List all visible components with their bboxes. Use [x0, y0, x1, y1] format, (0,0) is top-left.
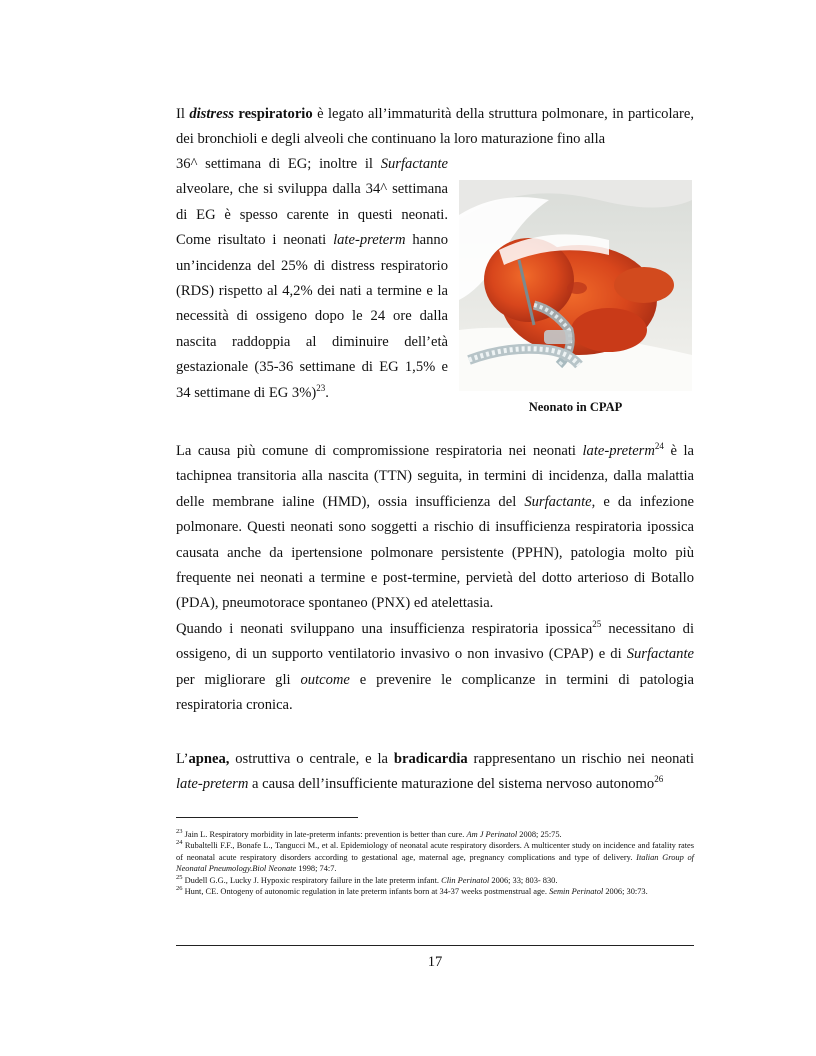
term-bradicardia: bradicardia — [393, 751, 468, 767]
page-number: 17 — [427, 954, 443, 970]
term-late-preterm: late-preterm — [333, 232, 406, 249]
footnote-number: 24 — [176, 839, 183, 847]
footnotes — [176, 829, 694, 897]
figure-neonate-cpap — [459, 176, 692, 391]
footnote-citation: 2008; 25:75. — [517, 830, 562, 839]
term-late-preterm: late-preterm — [582, 443, 655, 459]
text: Quando i neonati sviluppano una insufficienza respiratoria ipossica — [176, 620, 593, 637]
footnote-24 — [176, 840, 694, 874]
footnote-25 — [176, 875, 694, 886]
footnote-number: 26 — [176, 885, 183, 893]
footnote-ref-24[interactable]: 24 — [654, 441, 664, 452]
text: necessitano di ossigeno, di un supporto ventilatorio invasivo o non invasivo (CPAP) e di — [176, 620, 695, 663]
text: a causa dell’insufficiente maturazione del sistema nervoso autonomo — [248, 776, 655, 793]
footnote-number: 25 — [176, 873, 183, 881]
paragraph-causes — [176, 439, 694, 718]
footnote-ref-26[interactable]: 26 — [654, 774, 664, 785]
term-late-preterm: late-preterm — [176, 776, 249, 793]
paragraph-treatment — [176, 617, 694, 719]
text: è la tachipnea transitoria alla nascita (TTN) seguita, in termini di incidenza, dalla malattia delle membrane ialine (HMD), ossia insufficienza del — [176, 443, 694, 510]
text: e prevenire le complicanze in termini di patologia respiratoria cronica. — [176, 671, 694, 714]
footnote-23 — [176, 829, 694, 840]
term-distress: distress — [189, 106, 234, 122]
neonate-photo — [459, 180, 692, 391]
term-surfactante: Surfactante — [380, 156, 448, 172]
text: , e da infezione polmonare. Questi neonati sono soggetti a rischio di insufficienza respiratoria ipossica causata anche da ipertensione polmonare persistente (PPHN), patologia molto più frequente nei neonati a termine e post-termine, pervietà del dotto arterioso di Botallo (PDA), pneumotorace spontaneo (PNX) ed atelettasia. — [176, 493, 694, 612]
text: ostruttiva o centrale, e la — [229, 751, 394, 767]
footnote-number: 23 — [176, 828, 183, 836]
neonate-cpap-illustration — [459, 180, 692, 391]
footnote-journal: Am J Perinatol — [466, 830, 518, 839]
paragraph-distress-wrap — [176, 152, 448, 406]
footnote-text: Rubaltelli F.F., Bonafe L., Tangucci M., et al. Epidemiology of neonatal acute respiratory disorders. A multicenter study on incidence and fatality rates of neonatal acute respiratory disorders according to gestational age, maternal age, pregnancy complications and type of delivery. — [176, 841, 694, 862]
footnote-26 — [176, 886, 694, 897]
text: hanno un’incidenza del 25% di distress respiratorio (RDS) rispetto al 4,2% dei nati a termine e la necessità di ossigeno dopo le 24 ore dalla nascita raddoppia al diminuire dell’età gestazionale (35-36 settimane di EG 1,5% e 34 settimane di EG 3%) — [176, 232, 448, 401]
footnote-journal: Italian Group of Neonatal Pneumology.Biol Neonate — [176, 852, 695, 874]
footnote-text: Dudell G.G., Lucky J. Hypoxic respiratory failure in the late preterm infant. — [182, 875, 442, 885]
text: rappresentano un rischio nei neonati — [467, 751, 695, 767]
text: alveolare, che si sviluppa dalla 34^ settimana di EG è spesso carente in questi neonati. Come risultato i neonati — [176, 181, 448, 249]
text: La causa più comune di compromissione respiratoria nei neonati — [176, 443, 583, 459]
footnote-separator — [176, 817, 358, 818]
footnote-citation: 1998; 74:7. — [296, 864, 337, 874]
text: per migliorare gli — [176, 671, 301, 688]
footnote-text: Hunt, CE. Ontogeny of autonomic regulation in late preterm infants born at 34-37 weeks postmenstrual age. — [182, 887, 550, 897]
paragraph-apnea — [176, 747, 694, 798]
footnote-journal: Clin Perinatol — [441, 875, 490, 885]
text: 36^ settimana di EG; inoltre il — [176, 156, 381, 172]
text: . — [325, 384, 329, 401]
figure-caption: Neonato in CPAP — [528, 400, 623, 414]
page-footer-rule — [176, 945, 694, 946]
footnote-journal: Semin Perinatol — [549, 887, 604, 897]
footnote-text: Jain L. Respiratory morbidity in late-preterm infants: prevention is better than cure. — [182, 830, 467, 839]
footnote-citation: 2006; 30:73. — [603, 887, 648, 897]
term-apnea: apnea, — [188, 751, 230, 767]
term-surfactante: Surfactante — [626, 646, 694, 663]
term-outcome: outcome — [300, 671, 350, 688]
footnote-citation: 2006; 33; 803- 830. — [489, 875, 558, 885]
text: Il — [176, 106, 190, 122]
term-surfactante: Surfactante — [524, 493, 592, 510]
text: è legato all’immaturità della struttura polmonare, in particolare, dei bronchioli e degli alveoli che continuano la loro maturazione fino alla — [176, 106, 694, 148]
paragraph-distress-intro — [176, 102, 694, 153]
term-respiratorio: respiratorio — [238, 106, 313, 122]
footnote-ref-23[interactable]: 23 — [316, 382, 326, 393]
footnote-ref-25[interactable]: 25 — [592, 618, 602, 629]
text: L’ — [176, 751, 189, 767]
